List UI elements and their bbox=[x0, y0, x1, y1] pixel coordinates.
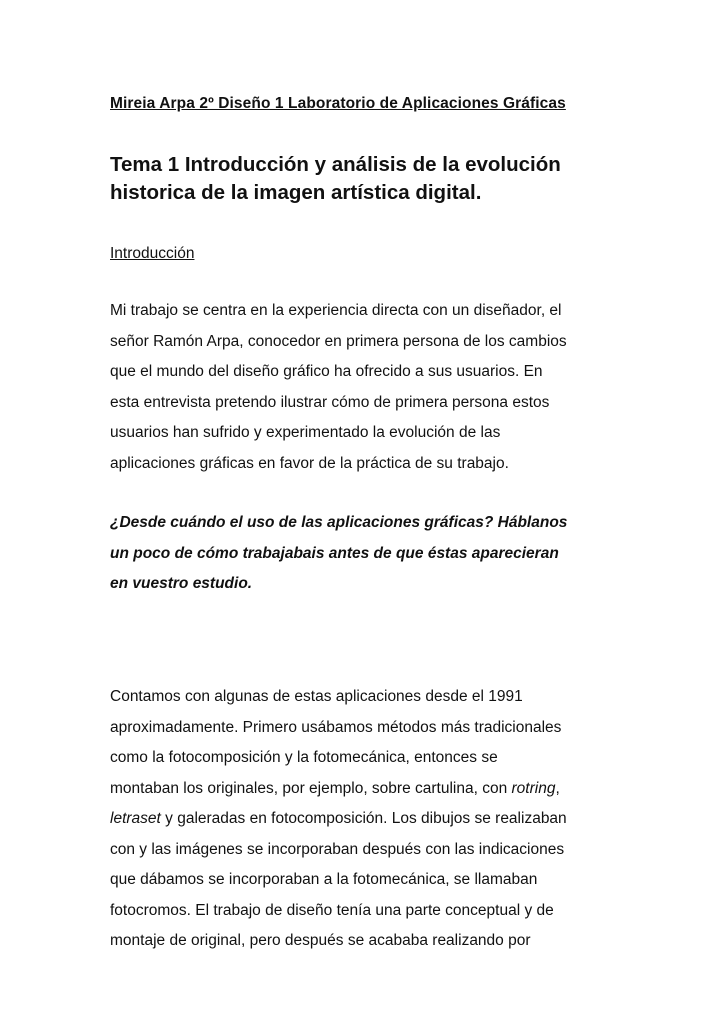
paragraph-line: montaje de original, pero después se acababa realizando por bbox=[110, 932, 531, 949]
answer-paragraph bbox=[110, 682, 630, 957]
paragraph-line: que el mundo del diseño gráfico ha ofrecido a sus usuarios. En bbox=[110, 363, 543, 380]
paragraph-line: esta entrevista pretendo ilustrar cómo de primera persona estos bbox=[110, 393, 550, 411]
italic-term-letraset: letraset bbox=[110, 810, 161, 827]
section-heading: Introducción bbox=[110, 245, 195, 262]
paragraph-line: fotocromos. El trabajo de diseño tenía una parte conceptual y de bbox=[110, 901, 554, 919]
italic-term-rotring: rotring bbox=[511, 779, 556, 797]
paragraph-line bbox=[110, 774, 630, 805]
paragraph-line: Contamos con algunas de estas aplicaciones desde el 1991 bbox=[110, 688, 523, 705]
question-line: un poco de cómo trabajabais antes de que éstas aparecieran bbox=[110, 544, 559, 562]
intro-paragraph bbox=[110, 296, 630, 479]
paragraph-line: Mi trabajo se centra en la experiencia directa con un diseñador, el bbox=[110, 302, 562, 319]
title-line: Tema 1 Introducción y análisis de la evolución bbox=[110, 153, 561, 176]
paragraph-line: como la fotocomposición y la fotomecánica, entonces se bbox=[110, 749, 498, 766]
paragraph-line: con y las imágenes se incorporaban después con las indicaciones bbox=[110, 840, 565, 858]
document-header: Mireia Arpa 2º Diseño 1 Laboratorio de Aplicaciones Gráficas bbox=[110, 95, 566, 112]
title-line: historica de la imagen artística digital. bbox=[110, 181, 482, 204]
line-text: , bbox=[555, 779, 560, 797]
line-text: y galeradas en fotocomposición. Los dibujos se realizaban bbox=[160, 810, 567, 827]
paragraph-line bbox=[110, 804, 630, 835]
paragraph-line: usuarios han sufrido y experimentado la evolución de las bbox=[110, 424, 501, 441]
paragraph-line: señor Ramón Arpa, conocedor en primera persona de los cambios bbox=[110, 332, 567, 350]
interview-question bbox=[110, 508, 630, 600]
question-line: en vuestro estudio. bbox=[110, 575, 253, 592]
paragraph-line: aplicaciones gráficas en favor de la práctica de su trabajo. bbox=[110, 454, 509, 472]
paragraph-line: que dábamos se incorporaban a la fotomecánica, se llamaban bbox=[110, 871, 538, 888]
line-text: montaban los originales, por ejemplo, sobre cartulina, con bbox=[110, 779, 512, 797]
question-line: ¿Desde cuándo el uso de las aplicaciones gráficas? Háblanos bbox=[110, 514, 568, 531]
document-title bbox=[110, 151, 630, 207]
paragraph-line: aproximadamente. Primero usábamos métodos más tradicionales bbox=[110, 718, 562, 736]
